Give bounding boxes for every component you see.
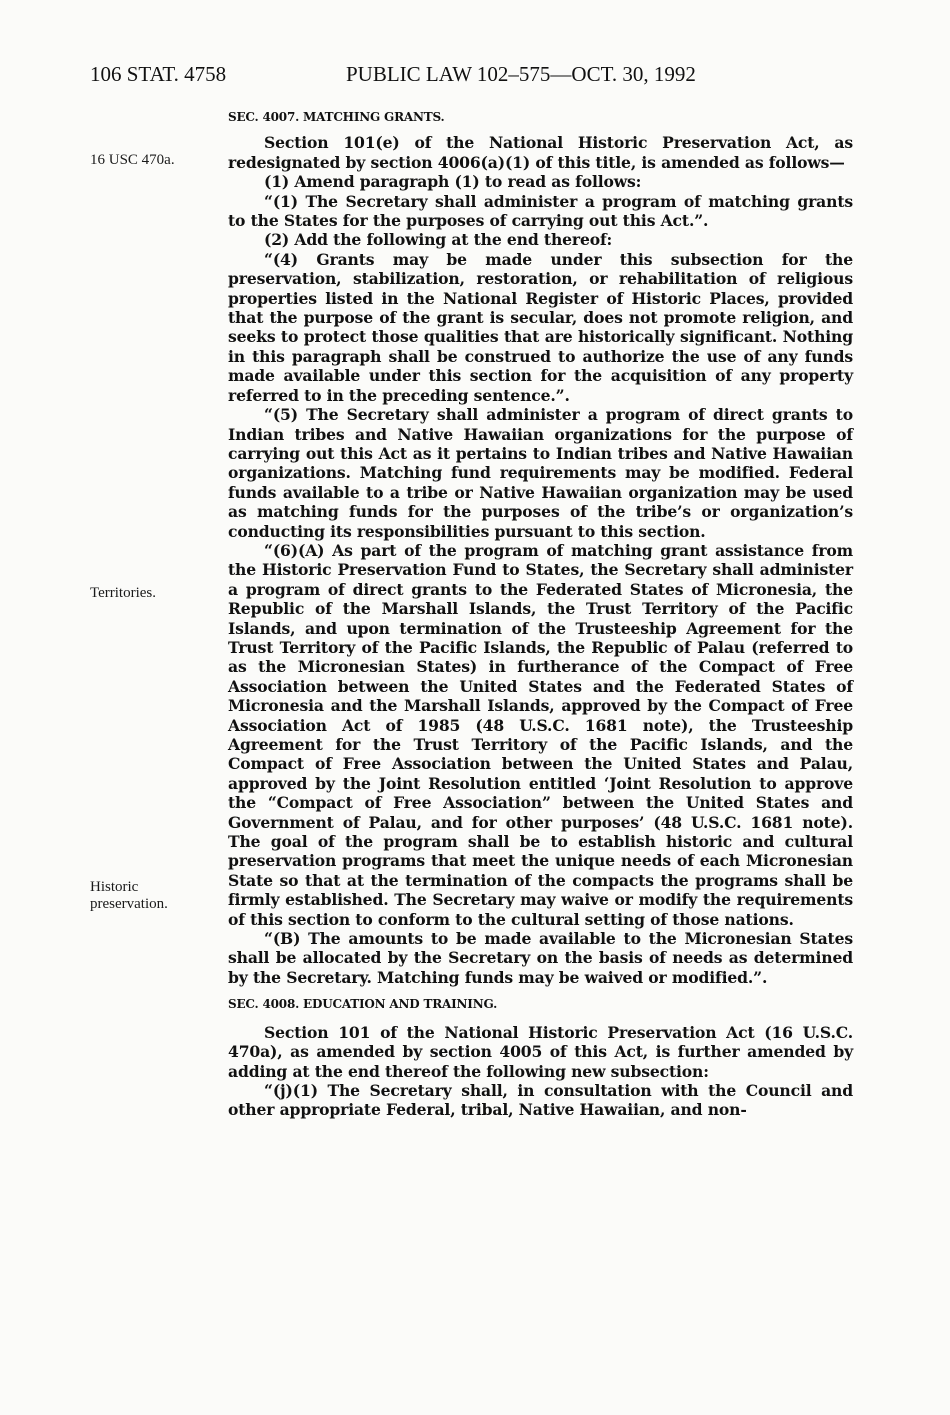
paragraph-5-indian-tribes: “(5) The Secretary shall administer a program of direct grants to Indian tribes and Native Hawaiian organizations for the purpose of carrying out this Act as it pertains to Indian tribes and Native Hawaiian organizations. Matching fund requirements may be modified. Federal funds available to a tribe or Native Hawaiian organization may be used as matching funds for the purposes of the tribe’s or organization’s conducting its responsibilities pursuant to this section.	[228, 405, 853, 541]
margin-note-historic-preservation: Historic preservation.	[90, 879, 168, 912]
section-4008-intro: Section 101 of the National Historic Preservation Act (16 U.S.C. 470a), as amended by section 4005 of this Act, is further amended by adding at the end thereof the following new subsection:	[228, 1022, 853, 1081]
section-4008-heading: SEC. 4008. EDUCATION AND TRAINING.	[228, 997, 498, 1012]
section-4007-heading: SEC. 4007. MATCHING GRANTS.	[228, 110, 445, 124]
amendment-2-instruction: (2) Add the following at the end thereof:	[264, 230, 613, 250]
statute-page-number: 106 STAT. 4758	[90, 62, 227, 86]
public-law-citation: PUBLIC LAW 102–575—OCT. 30, 1992	[346, 62, 696, 86]
document-body	[228, 108, 853, 1120]
subsection-j1-text: “(j)(1) The Secretary shall, in consultation with the Council and other appropriate Federal, tribal, Native Hawaiian, and non-	[228, 1080, 853, 1120]
paragraph-6b-allocation: “(B) The amounts to be made available to the Micronesian States shall be allocated by the Secretary on the basis of needs as determined by the Secretary. Matching funds may be waived or modified.”.	[228, 929, 853, 987]
section-4007-intro: Section 101(e) of the National Historic Preservation Act, as redesignated by section 4006(a)(1) of this title, is amended as follows—	[228, 133, 853, 172]
paragraph-4-religious-properties: “(4) Grants may be made under this subsection for the preservation, stabilization, restoration, or rehabilitation of religious properties listed in the National Register of Historic Places, provided that the purpose of the grant is secular, does not promote religion, and seeks to protect those qualities that are historically significant. Nothing in this paragraph shall be construed to authorize the use of any funds made available under this section for the acquisition of any property referred to in the preceding sentence.”.	[228, 249, 853, 405]
amendment-1-instruction: (1) Amend paragraph (1) to read as follows:	[264, 172, 642, 192]
amendment-1-text: “(1) The Secretary shall administer a program of matching grants to the States for the purposes of carrying out this Act.”.	[228, 191, 853, 231]
margin-note-usc: 16 USC 470a.	[90, 152, 175, 168]
page-header	[90, 62, 850, 90]
margin-note-territories: Territories.	[90, 585, 157, 601]
paragraph-6a-micronesian-states: “(6)(A) As part of the program of matching grant assistance from the Historic Preservation Fund to States, the Secretary shall administer a program of direct grants to the Federated States of Micronesia, the Republic of the Marshall Islands, the Trust Territory of the Pacific Islands, and upon termination of the Trusteeship Agreement for the Trust Territory of the Pacific Islands, the Republic of Palau (referred to as the Micronesian States) in furtherance of the Compact of Free Association between the United States and the Federated States of Micronesia and the Marshall Islands, approved by the Compact of Free Association Act of 1985 (48 U.S.C. 1681 note), the Trusteeship Agreement for the Trust Territory of the Pacific Islands, and the Compact of Free Association between the United States and Palau, approved by the Joint Resolution entitled ‘Joint Resolution to approve the “Compact of Free Association” between the United States and Government of Palau, and for other purposes’ (48 U.S.C. 1681 note). The goal of the program shall be to establish historic and cultural preservation programs that meet the unique needs of each Micronesian State so that at the termination of the compacts the programs shall be firmly established. The Secretary may waive or modify the requirements of this section to conform to the cultural setting of those nations.	[228, 540, 853, 929]
